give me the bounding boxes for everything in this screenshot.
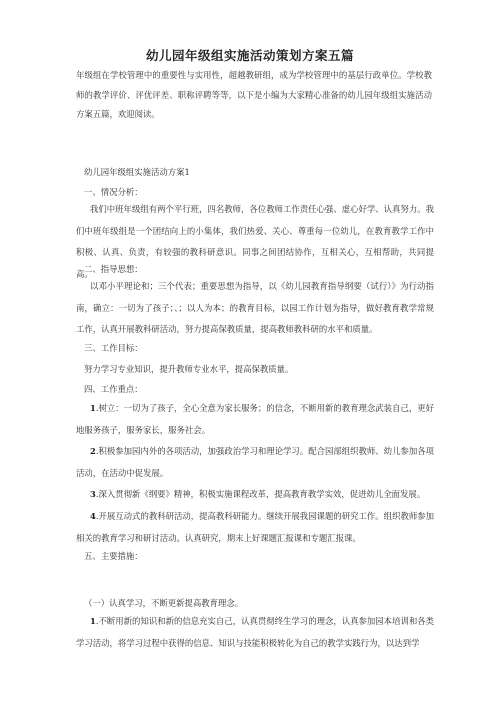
work-item-3-number: 3 [90, 489, 96, 499]
subsection-1-item-1-number: 1 [90, 616, 96, 626]
section-3-text: 努力学习专业知识，提升教师专业水平，提高保教质量。 [84, 364, 294, 374]
work-item-2-number: 2 [90, 446, 96, 456]
work-item-4-number: 4 [90, 511, 96, 521]
section-2-text [76, 276, 434, 341]
section-3-heading: 三、工作目标： [84, 343, 143, 353]
work-item-3-text: .深入贯彻新《纲要》精神，积极实施课程改革，提高教育教学实效，促进幼儿全面发展。 [95, 489, 426, 499]
plan-heading: 幼儿园年级组实施活动方案1 [84, 167, 190, 177]
section-2-body: 以邓小平理论和；三个代表；重要思想为指导，以《幼儿园教育指导纲要（试行）》为行动指南，确立：一切为了孩子；、；以人为本；的教育目标，以园工作计划为指导，做好教育教学常规工作，认真开展教科研活动，努力提高保教质量，提高教师教科研的水平和质量。 [76, 281, 434, 334]
work-item-1 [76, 398, 434, 441]
work-item-4-text: .开展互动式的教科研活动，提高教科研能力。继续开展我园课题的研究工作。组织教师参加相关的教育学习和研讨活动。认真研究，期末上好课题汇报课和专题汇报课。 [76, 511, 434, 543]
work-item-2-text: .积极参加园内外的各项活动，加强政治学习和理论学习。配合园部组织教师、幼儿参加各项活动，在活动中促发展。 [76, 446, 434, 478]
section-5-heading: 五、主要措施： [84, 551, 143, 561]
work-item-1-number: 1 [90, 403, 96, 413]
section-2-heading: 二、指导思想： [84, 264, 143, 274]
section-4-heading: 四、工作重点： [84, 384, 143, 394]
subsection-1-item-1-text: .不断用新的知识和新的信息充实自己，认真贯彻终生学习的理念，认真参加园本培训和各类学习活动，将学习过程中获得的信息、知识与技能积极转化为自己的教学实践行为，以达到学 [76, 616, 434, 648]
section-1-body: 我们中班年级组有两个平行班，四名教师，各位教师工作责任心强、虚心好学、认真努力。我们中班年级组是一个团结向上的小集体，我们热爱、关心、尊重每一位幼儿，在教育教学工作中积极、认真、负责，有较强的教科研意识。同事之间团结协作，互相关心，互相帮助，共同提高。 [76, 204, 434, 279]
work-item-2 [76, 441, 434, 484]
subsection-1-heading: （一）认真学习，不断更新提高教育理念。 [84, 598, 244, 608]
document-title: 幼儿园年级组实施活动策划方案五篇 [145, 48, 354, 63]
work-item-1-text: .树立：一切为了孩子，全心全意为家长服务；的信念，不断用新的教育理念武装自己，更好地服务孩子，服务家长，服务社会。 [76, 403, 434, 435]
work-item-3 [76, 484, 434, 506]
section-1-heading: 一、情况分析： [84, 187, 143, 197]
subsection-1-item-1 [76, 611, 434, 654]
work-item-4 [76, 506, 434, 549]
intro-paragraph: 年级组在学校管理中的重要性与实用性，超越教研组，成为学校管理中的基层行政单位。学校教师的教学评价、评优评差、职称评聘等等，以下是小编为大家精心准备的幼儿园年级组实施活动方案五篇，欢迎阅读。 [76, 70, 432, 119]
